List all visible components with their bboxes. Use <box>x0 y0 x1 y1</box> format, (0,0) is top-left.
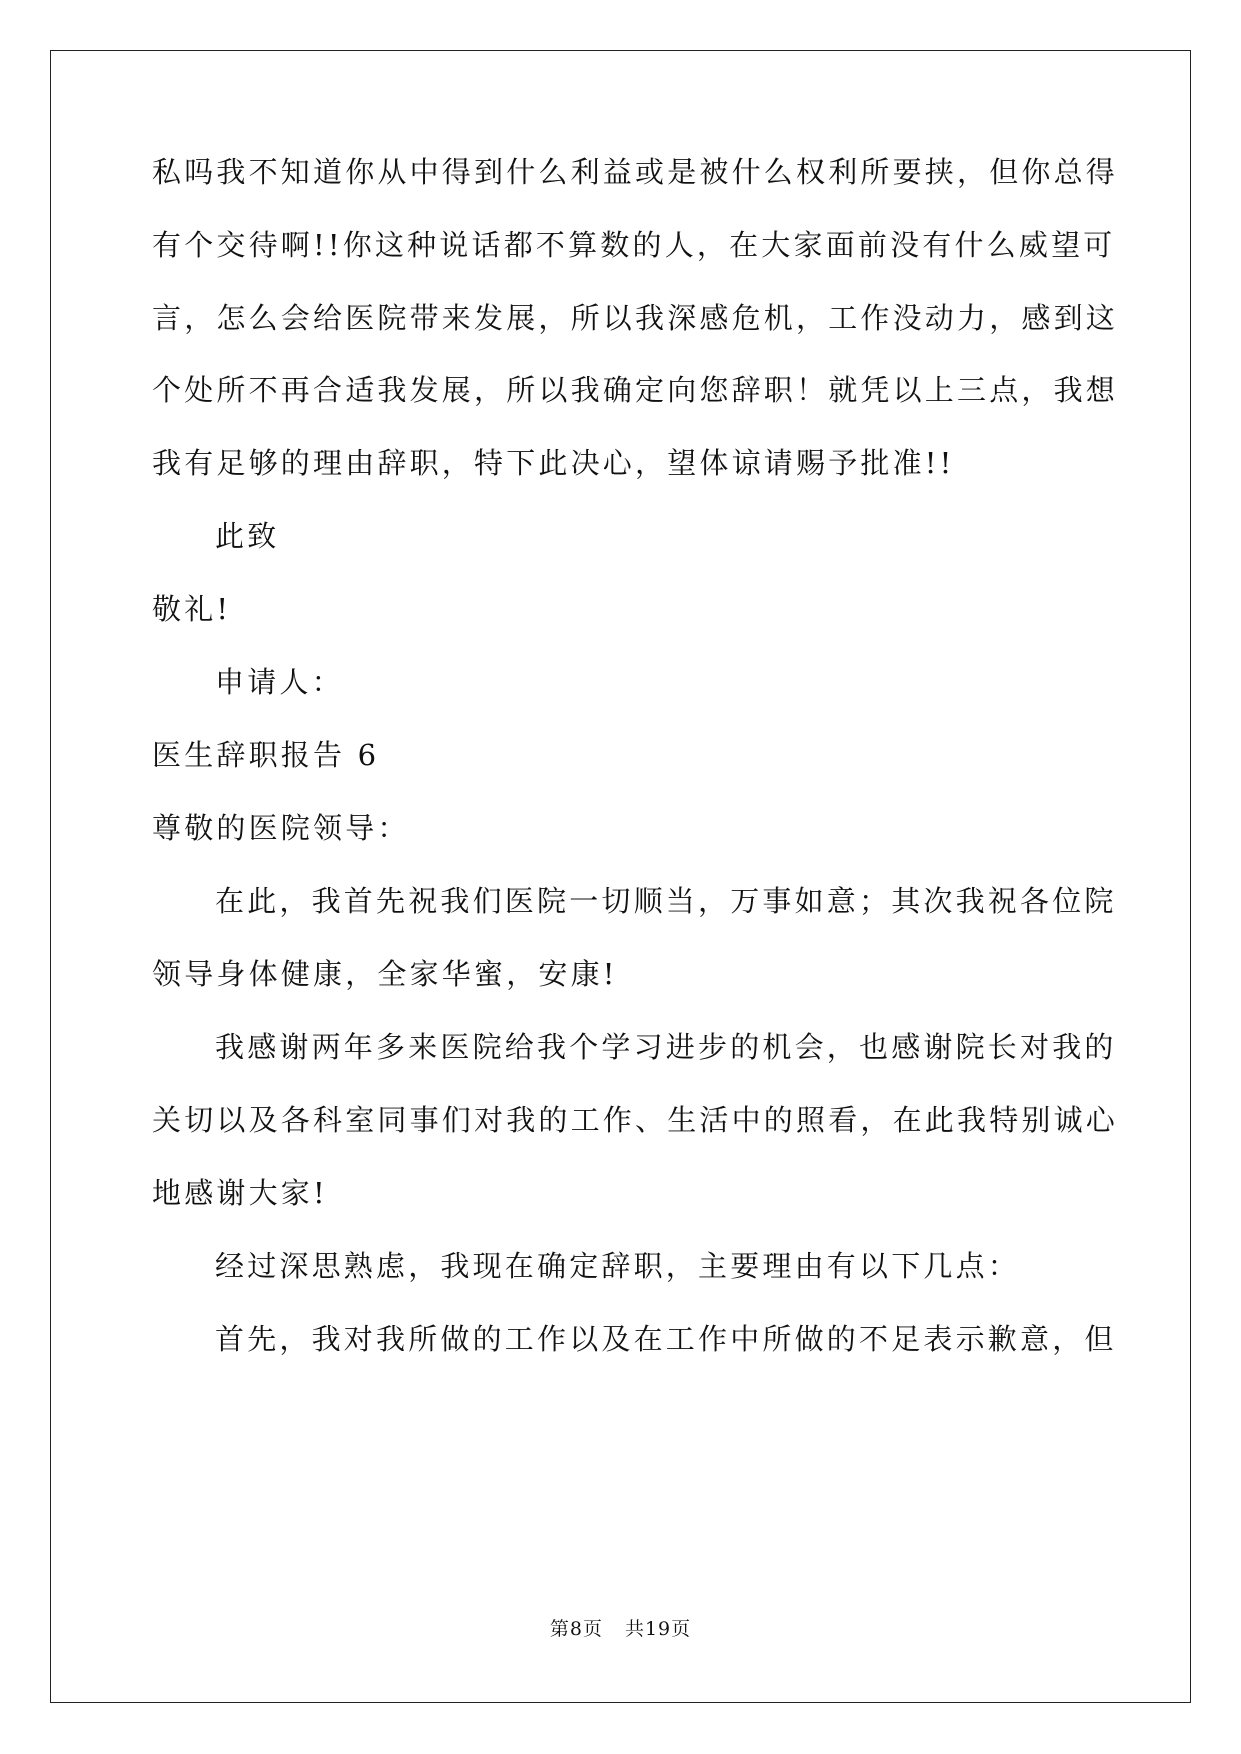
section-title: 医生辞职报告 6 <box>152 738 380 772</box>
paragraph-line: 在此，我首先祝我们医院一切顺当，万事如意；其次我祝各位院 <box>215 884 1117 918</box>
page-number: 第8页 <box>549 1618 603 1640</box>
paragraph-line: 个处所不再合适我发展，所以我确定向您辞职！就凭以上三点，我想 <box>152 373 1119 407</box>
greeting: 尊敬的医院领导： <box>152 811 410 845</box>
paragraph-line: 领导身体健康，全家华蜜，安康! <box>152 957 618 991</box>
paragraph-line: 关切以及各科室同事们对我的工作、生活中的照看，在此我特别诚心 <box>152 1103 1119 1137</box>
paragraph-line: 有个交待啊!!你这种说话都不算数的人，在大家面前没有什么威望可 <box>152 228 1116 262</box>
paragraph-line: 我感谢两年多来医院给我个学习进步的机会，也感谢院长对我的 <box>215 1030 1117 1064</box>
paragraph-line: 经过深思熟虑，我现在确定辞职，主要理由有以下几点： <box>215 1249 1021 1283</box>
paragraph-line: 言，怎么会给医院带来发展，所以我深感危机，工作没动力，感到这 <box>152 301 1119 335</box>
page-total: 共19页 <box>624 1618 692 1640</box>
closing-salutation: 此致 <box>215 519 280 553</box>
page-footer <box>0 1614 1241 1641</box>
closing-regards: 敬礼! <box>152 592 232 626</box>
paragraph-line: 地感谢大家! <box>152 1176 328 1210</box>
paragraph-line: 我有足够的理由辞职，特下此决心，望体谅请赐予批准!! <box>152 446 955 480</box>
paragraph-line: 私吗我不知道你从中得到什么利益或是被什么权利所要挟，但你总得 <box>152 155 1119 189</box>
page-border <box>50 50 1191 1703</box>
applicant-label: 申请人： <box>215 665 344 699</box>
paragraph-line: 首先，我对我所做的工作以及在工作中所做的不足表示歉意，但 <box>215 1322 1117 1356</box>
